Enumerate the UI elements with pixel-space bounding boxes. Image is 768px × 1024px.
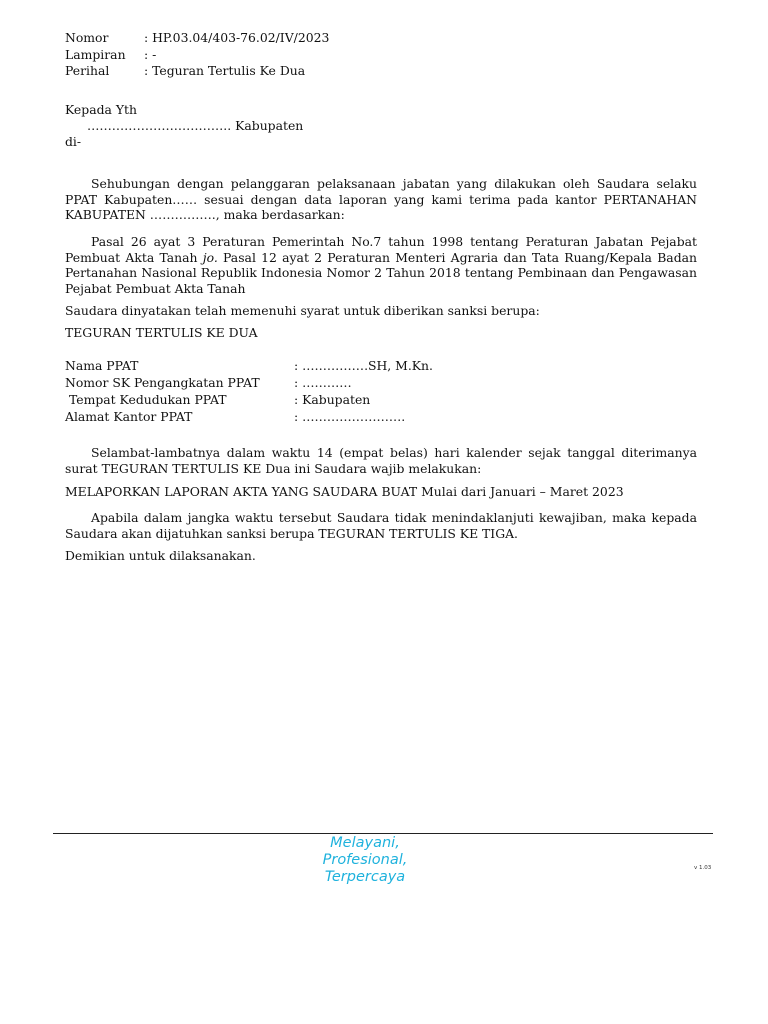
paragraph-legal-basis (65, 234, 697, 296)
paragraph-consequence: Apabila dalam jangka waktu tersebut Saudara tidak menindaklanjuti kewajiban, maka kepada Saudara akan dijatuhkan sanksi berupa TEGURAN TERTULIS KE TIGA. (65, 510, 697, 541)
legal-basis-jo: jo. (202, 249, 218, 265)
paragraph-deadline: Selambat-lambatnya dalam waktu 14 (empat belas) hari kalender sejak tanggal diterimanya surat TEGURAN TERTULIS KE Dua ini Saudara wajib melakukan: (65, 445, 697, 476)
nomor-label: Nomor (65, 30, 109, 45)
recipient-name: …………………………….. Kabupaten (87, 118, 304, 133)
footer-motto (300, 835, 430, 886)
nomor-value: : HP.03.04/403-76.02/IV/2023 (144, 30, 330, 45)
paragraph-intro: Sehubungan dengan pelanggaran pelaksanaan jabatan yang dilakukan oleh Saudara selaku PPAT Kabupaten…… sesuai dengan data laporan yang kami terima pada kantor PERTANAHAN KABUPATEN ……………., maka berdasarkan: (65, 176, 697, 222)
field-label: Nama PPAT (65, 358, 139, 373)
field-row (65, 408, 697, 425)
motto-line-3: Terpercaya (324, 869, 406, 885)
nomor-row (65, 30, 697, 47)
version-label: v 1.03 (694, 865, 712, 871)
paragraph-closing: Demikian untuk dilaksanakan. (65, 548, 256, 563)
field-row (65, 374, 697, 391)
perihal-label: Perihal (65, 63, 110, 78)
field-value: : ……………………. (294, 409, 406, 424)
lampiran-row (65, 47, 697, 64)
recipient-place: di- (65, 134, 82, 149)
field-label: Tempat Kedudukan PPAT (65, 392, 227, 407)
lampiran-label: Lampiran (65, 46, 126, 62)
motto-line-2: Profesional, (322, 852, 408, 868)
perihal-row (65, 63, 697, 80)
field-value: : …………….SH, M.Kn. (294, 358, 433, 373)
field-label: Alamat Kantor PPAT (65, 409, 193, 424)
paragraph-eligibility: Saudara dinyatakan telah memenuhi syarat untuk diberikan sanksi berupa: (65, 303, 540, 318)
field-value: : Kabupaten (294, 392, 371, 407)
field-label: Nomor SK Pengangkatan PPAT (65, 375, 260, 390)
field-row (65, 357, 697, 374)
recipient-block (65, 102, 697, 150)
paragraph-obligation: MELAPORKAN LAPORAN AKTA YANG SAUDARA BUAT Mulai dari Januari – Maret 2023 (65, 484, 624, 499)
legal-basis-text-a: Pasal 26 ayat 3 Peraturan Pemerintah No.7 tahun 1998 tentang Peraturan Jabatan Pejabat Pembuat Akta Tanah (65, 234, 697, 265)
motto-line-1: Melayani, (330, 835, 400, 851)
sanction-title: TEGURAN TERTULIS KE DUA (65, 325, 258, 340)
footer-divider (53, 833, 713, 834)
field-value: : ………… (294, 375, 352, 390)
recipient-greeting: Kepada Yth (65, 102, 137, 117)
letter-header (65, 30, 697, 80)
ppat-fields (65, 357, 697, 425)
legal-basis-text-b: Pasal 12 ayat 2 Peraturan Menteri Agraria dan Tata Ruang/Kepala Badan Pertanahan Nasional Republik Indonesia Nomor 2 Tahun 2018 tentang Pembinaan dan Pengawasan Pejabat Pembuat Akta Tanah (65, 249, 697, 296)
field-row (65, 391, 697, 408)
lampiran-value: : - (144, 46, 157, 62)
perihal-value: : Teguran Tertulis Ke Dua (144, 63, 306, 78)
